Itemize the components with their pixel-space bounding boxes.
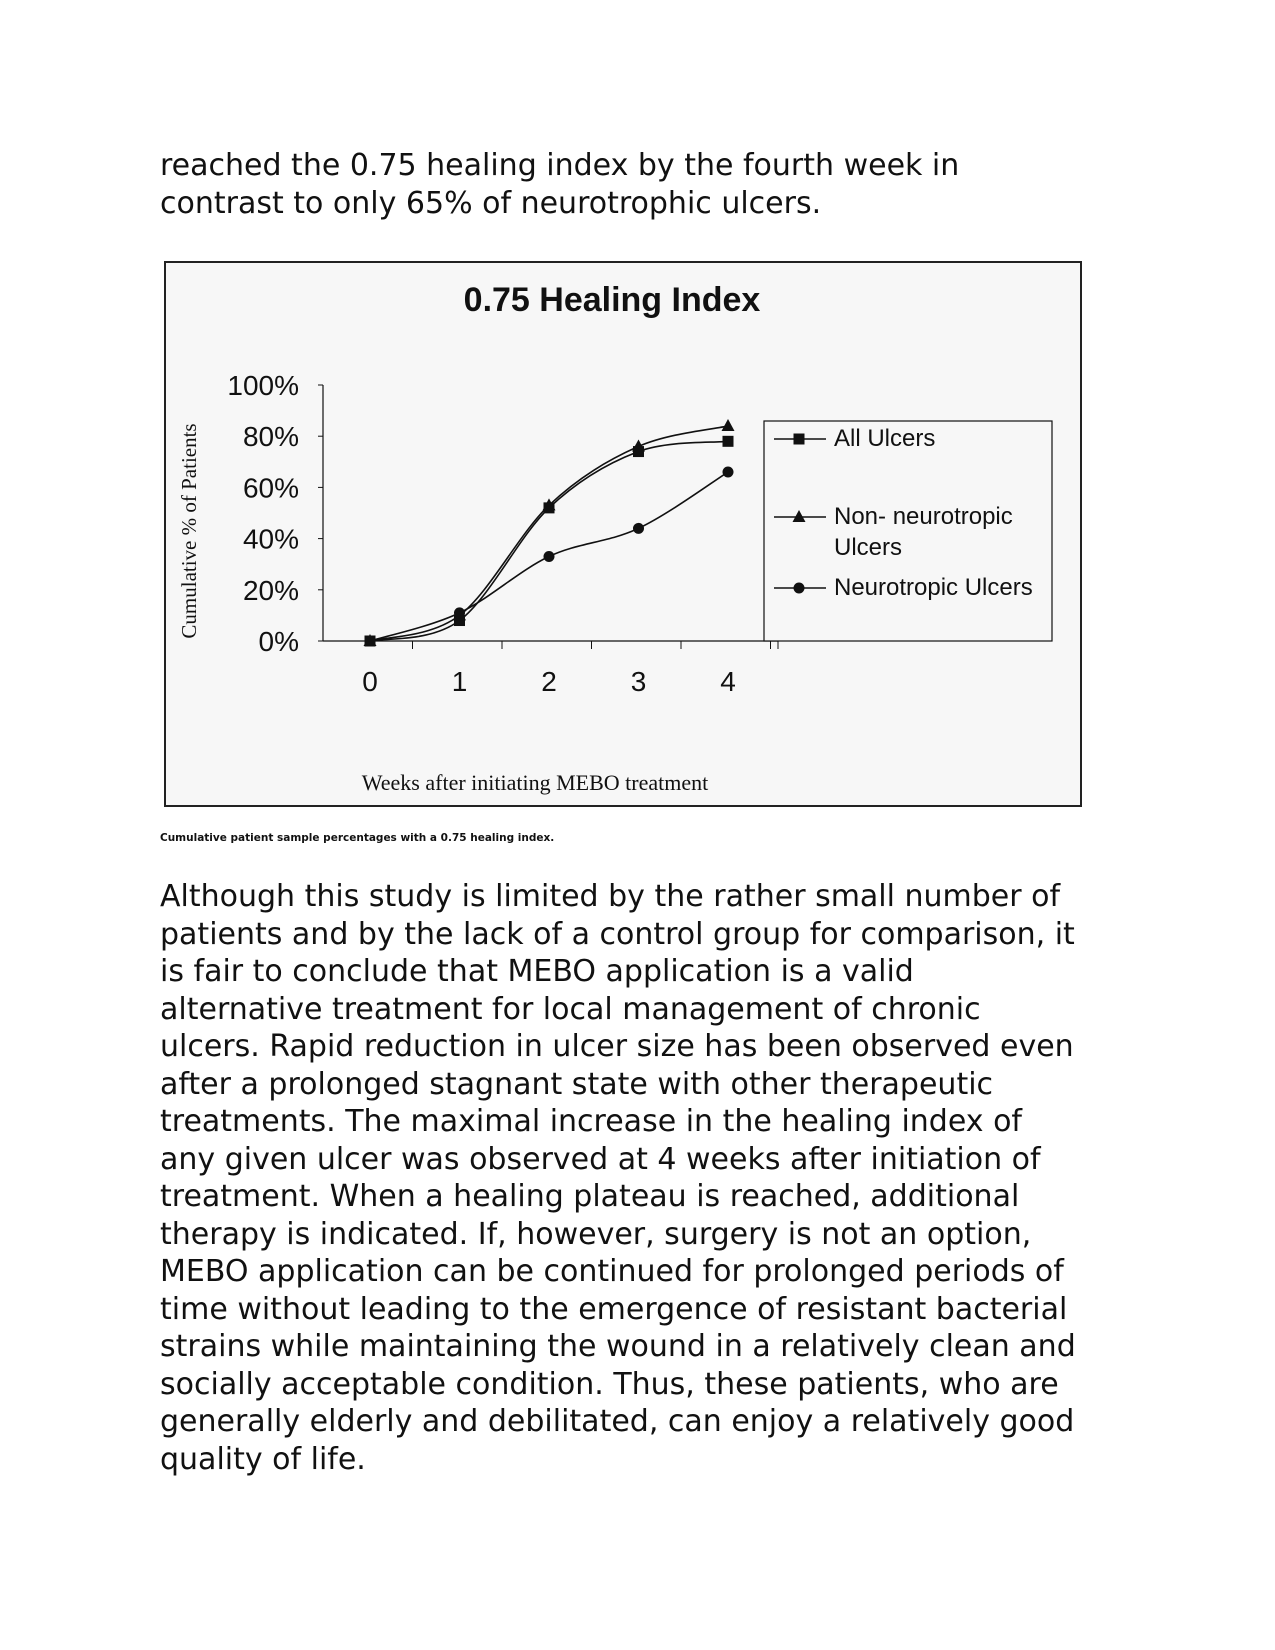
- y-axis-label: Cumulative % of Patients: [177, 423, 201, 639]
- data-point-circle: [365, 636, 376, 647]
- chart-figure: [164, 261, 1082, 807]
- x-tick-label: 2: [541, 666, 557, 697]
- x-tick-label: 1: [451, 666, 468, 697]
- data-point-square: [723, 436, 734, 447]
- x-tick-label: 0: [362, 666, 378, 697]
- legend-marker-circle: [794, 583, 805, 594]
- chart-legend: [764, 421, 1052, 641]
- series-1: [365, 436, 734, 647]
- y-tick-label: 60%: [242, 472, 299, 504]
- series-line: [370, 426, 728, 641]
- legend-label: Non- neurotropic: [834, 503, 1013, 530]
- legend-marker-square: [794, 434, 805, 445]
- series-line: [370, 441, 728, 641]
- y-tick-label: 100%: [227, 370, 299, 401]
- y-tick-label: 40%: [242, 523, 299, 555]
- series-2: [364, 419, 735, 646]
- data-point-triangle: [722, 419, 735, 431]
- x-tick-label: 4: [720, 666, 736, 697]
- chart-series: [364, 419, 735, 647]
- series-3: [365, 467, 734, 647]
- data-point-circle: [544, 551, 555, 562]
- legend-label: All Ulcers: [834, 425, 936, 452]
- legend-box: [764, 421, 1052, 641]
- x-tick-label: 3: [630, 666, 647, 697]
- paragraph-top: reached the 0.75 healing index by the fourth week in contrast to only 65% of neurotrophic ulcers.: [160, 148, 960, 221]
- y-tick-label: 80%: [242, 421, 299, 453]
- legend-label: Neurotropic Ulcers: [834, 574, 1033, 601]
- paragraph-main: Although this study is limited by the rather small number of patients and by the lack of a control group for comparison, it is fair to conclude that MEBO application is a valid alternative treatment for local management of chronic ulcers. Rapid reduction in ulcer size has been observed even after a prolonged stagnant state with other therapeutic treatments. The maximal increase in the healing index of any given ulcer was observed at 4 weeks after initiation of treatment. When a healing plateau is reached, additional therapy is indicated. If, however, surgery is not an option, MEBO application can be continued for prolonged periods of time without leading to the emergence of resistant bacterial strains while maintaining the wound in a relatively clean and socially acceptable condition. Thus, these patients, who are generally elderly and debilitated, can enjoy a relatively good quality of life.: [160, 879, 1076, 1477]
- data-point-circle: [633, 523, 644, 534]
- data-point-triangle: [632, 439, 645, 451]
- x-axis-label: Weeks after initiating MEBO treatment: [361, 770, 709, 795]
- data-point-circle: [454, 607, 465, 618]
- y-tick-label: 20%: [242, 574, 299, 606]
- figure-caption: Cumulative patient sample percentages with a 0.75 healing index.: [160, 832, 555, 844]
- y-tick-label: 0%: [258, 626, 299, 657]
- legend-label: Ulcers: [834, 534, 903, 561]
- line-chart: [166, 263, 1080, 805]
- chart-ticks: [227, 370, 778, 697]
- data-point-circle: [723, 467, 734, 478]
- chart-title: 0.75 Healing Index: [463, 281, 761, 319]
